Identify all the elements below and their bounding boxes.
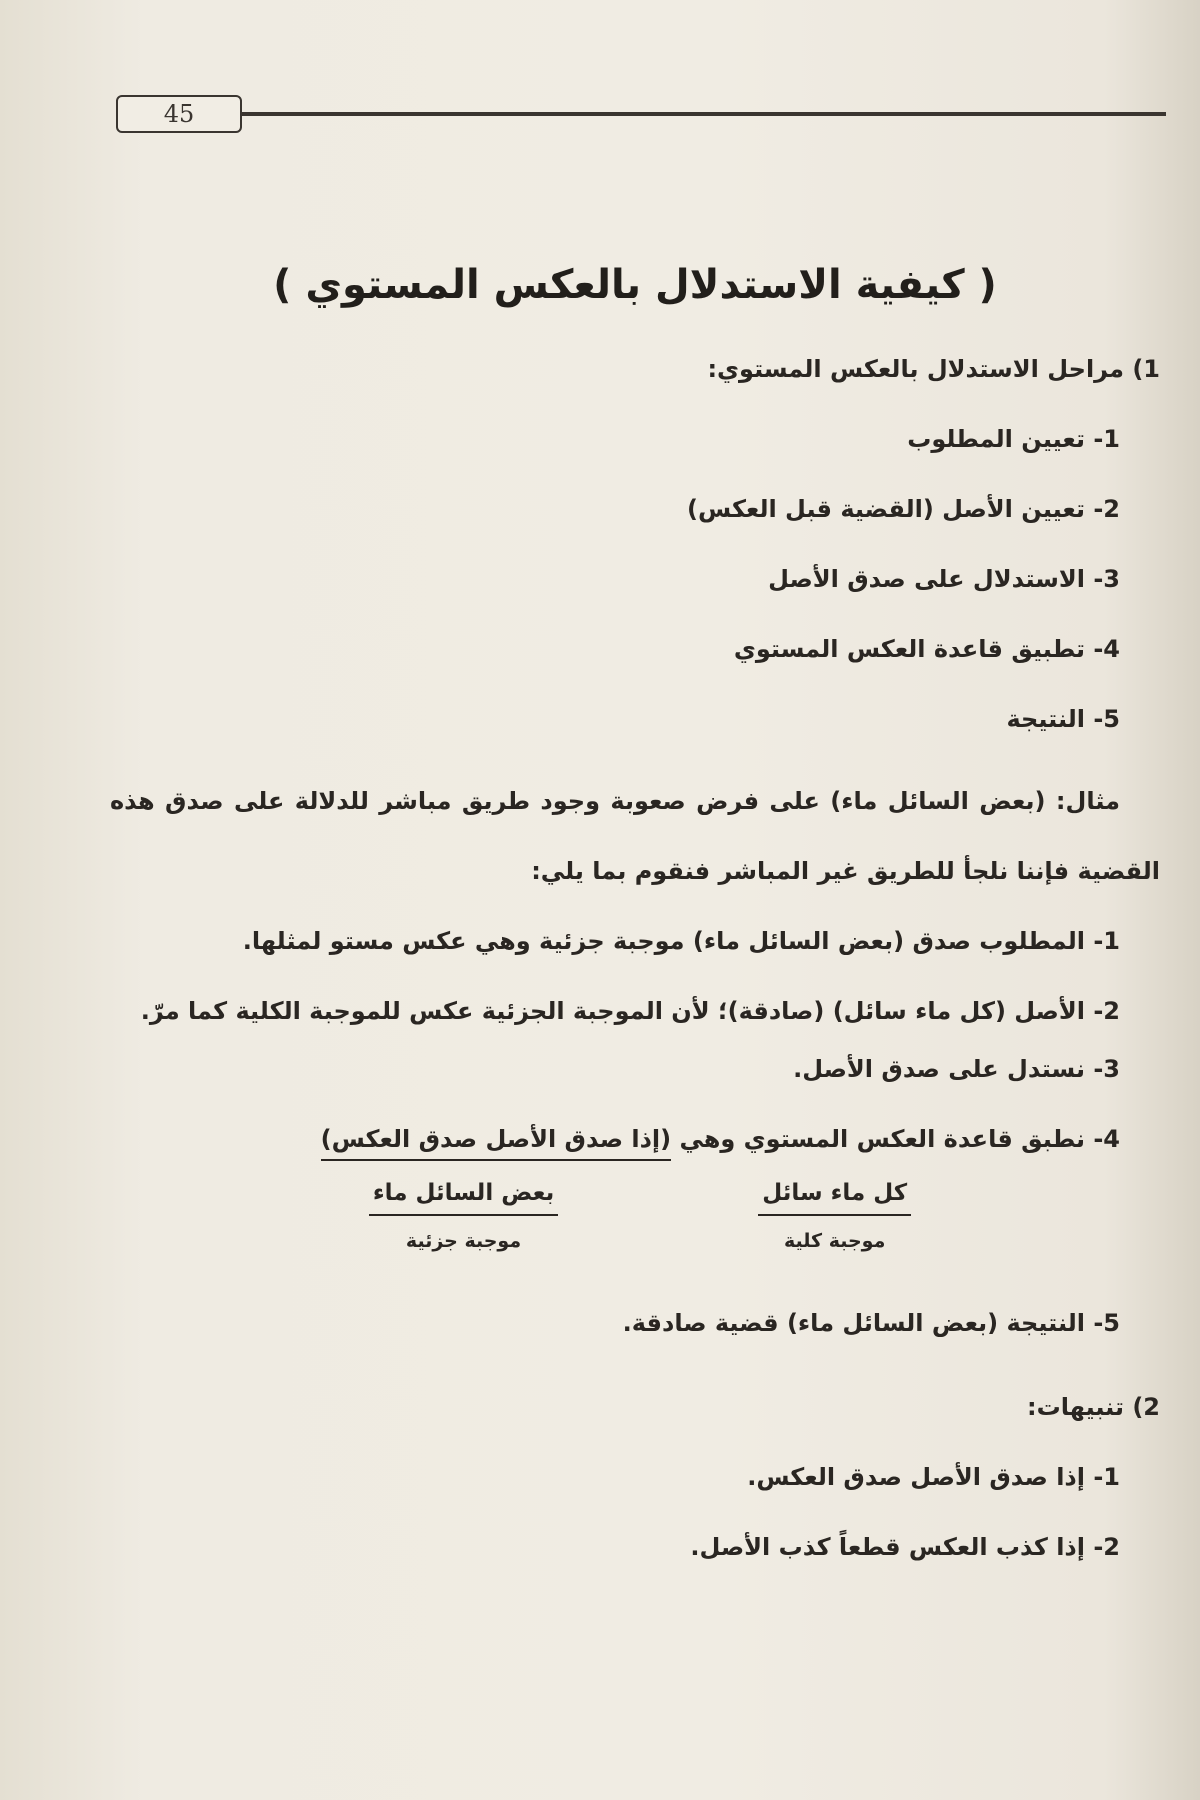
original-proposition <box>758 1180 911 1300</box>
stage-item: 1- تعيين المطلوب <box>907 425 1120 453</box>
stage-item: 3- الاستدلال على صدق الأصل <box>768 565 1120 593</box>
original-proposition-type: موجبة كلية <box>784 1230 886 1252</box>
page-title: ( كيفية الاستدلال بالعكس المستوي ) <box>273 262 997 308</box>
converse-proposition <box>369 1180 558 1300</box>
stage-item: 2- تعيين الأصل (القضية قبل العكس) <box>687 495 1120 523</box>
example-intro: مثال: (بعض السائل ماء) على فرض صعوبة وجود طريق مباشر للدلالة على صدق هذه القضية فإننا نلجأ للطريق غير المباشر فنقوم بما يلي: <box>110 787 1160 885</box>
example-step: 5- النتيجة (بعض السائل ماء) قضية صادقة. <box>622 1309 1120 1337</box>
example-step: 3- نستدل على صدق الأصل. <box>793 1055 1120 1083</box>
example-step: 1- المطلوب صدق (بعض السائل ماء) موجبة جزئية وهي عكس مستو لمثلها. <box>242 927 1120 955</box>
page-number: 45 <box>116 95 242 133</box>
example-step: 2- الأصل (كل ماء سائل) (صادقة)؛ لأن الموجبة الجزئية عكس للموجبة الكلية كما مرّ. <box>140 997 1120 1025</box>
conversion-diagram <box>110 1180 1160 1300</box>
rule-prefix: 4- نطبق قاعدة العكس المستوي وهي <box>671 1125 1120 1153</box>
stage-item: 5- النتيجة <box>1006 705 1120 733</box>
converse-proposition-text: بعض السائل ماء <box>369 1180 558 1216</box>
conversion-rule: (إذا صدق الأصل صدق العكس) <box>321 1125 672 1161</box>
header-rule <box>240 112 1166 116</box>
note-item: 1- إذا صدق الأصل صدق العكس. <box>747 1463 1120 1491</box>
section-heading-notes: 2) تنبيهات: <box>1027 1393 1160 1421</box>
page-header <box>116 95 1166 135</box>
note-item: 2- إذا كذب العكس قطعاً كذب الأصل. <box>690 1533 1120 1561</box>
original-proposition-text: كل ماء سائل <box>758 1180 911 1216</box>
converse-proposition-type: موجبة جزئية <box>405 1230 522 1252</box>
page-content <box>110 262 1160 1594</box>
example-step-rule <box>110 1116 1160 1172</box>
section-heading-stages: 1) مراحل الاستدلال بالعكس المستوي: <box>707 355 1160 383</box>
stage-item: 4- تطبيق قاعدة العكس المستوي <box>733 635 1120 663</box>
